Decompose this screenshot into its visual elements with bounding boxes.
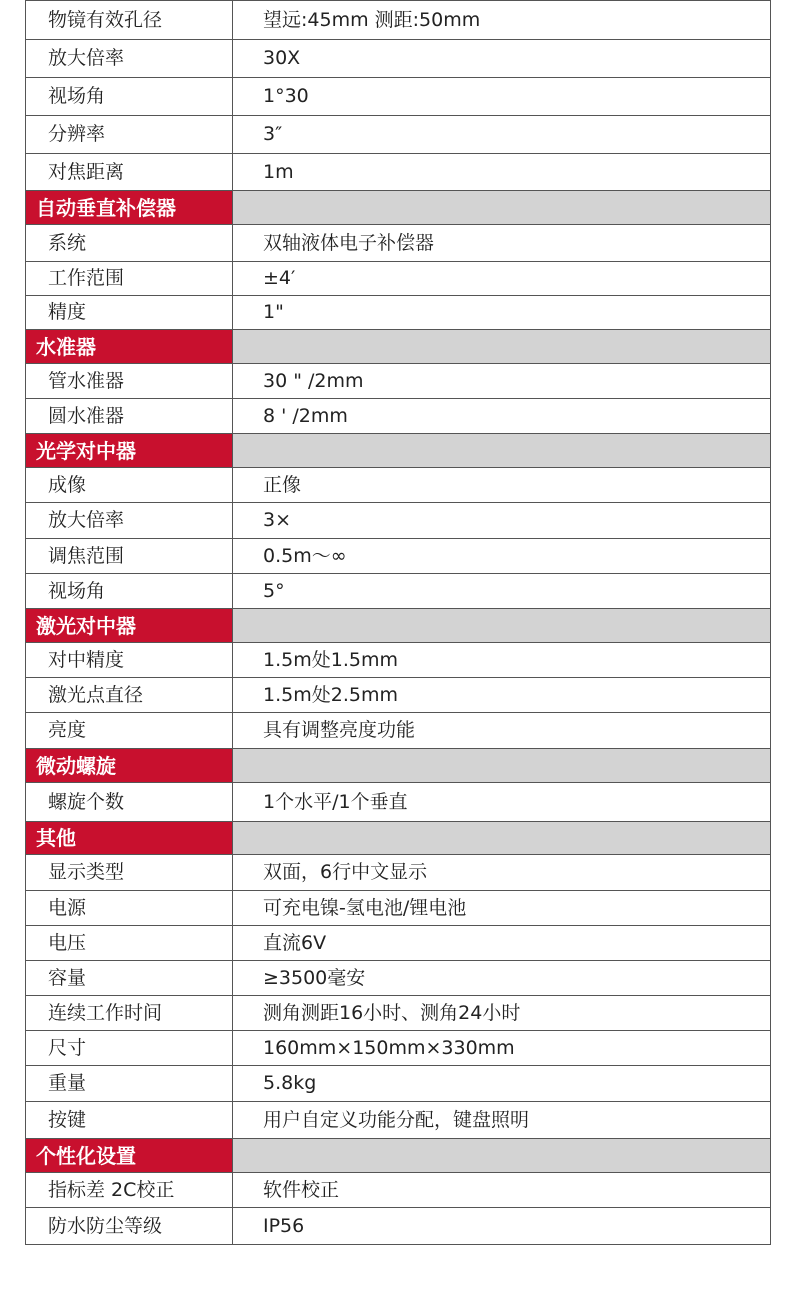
spec-row [26, 364, 771, 399]
section-title: 微动螺旋 [26, 749, 233, 783]
spec-label: 防水防尘等级 [26, 1208, 233, 1245]
spec-row [26, 1173, 771, 1208]
spec-label: 视场角 [26, 574, 233, 609]
spec-label: 对焦距离 [26, 154, 233, 191]
spec-row [26, 713, 771, 749]
section-fill [233, 749, 771, 783]
spec-row [26, 262, 771, 296]
spec-row [26, 154, 771, 191]
section-fill [233, 191, 771, 225]
spec-row [26, 225, 771, 262]
spec-row [26, 574, 771, 609]
spec-label: 对中精度 [26, 643, 233, 678]
spec-value: 3″ [233, 116, 771, 154]
spec-value: 望远:45mm 测距:50mm [233, 1, 771, 40]
section-header-row [26, 609, 771, 643]
section-title: 激光对中器 [26, 609, 233, 643]
spec-label: 圆水准器 [26, 399, 233, 434]
spec-value: 1.5m处2.5mm [233, 678, 771, 713]
spec-label: 容量 [26, 961, 233, 996]
section-fill [233, 330, 771, 364]
spec-label: 工作范围 [26, 262, 233, 296]
section-title: 光学对中器 [26, 434, 233, 468]
spec-label: 尺寸 [26, 1031, 233, 1066]
spec-label: 精度 [26, 296, 233, 330]
spec-value: 1个水平/1个垂直 [233, 783, 771, 822]
spec-value: 3× [233, 503, 771, 539]
spec-row [26, 468, 771, 503]
spec-label: 调焦范围 [26, 539, 233, 574]
spec-value: 30X [233, 40, 771, 78]
spec-label: 视场角 [26, 78, 233, 116]
spec-label: 连续工作时间 [26, 996, 233, 1031]
section-title: 水准器 [26, 330, 233, 364]
spec-label: 指标差 2C校正 [26, 1173, 233, 1208]
spec-value: 1°30 [233, 78, 771, 116]
spec-label: 放大倍率 [26, 503, 233, 539]
spec-row [26, 296, 771, 330]
spec-label: 激光点直径 [26, 678, 233, 713]
spec-value: 0.5m～∞ [233, 539, 771, 574]
spec-value: 30 " /2mm [233, 364, 771, 399]
spec-value: 5° [233, 574, 771, 609]
section-fill [233, 434, 771, 468]
spec-label: 按键 [26, 1102, 233, 1139]
spec-table [25, 0, 771, 1245]
spec-row [26, 40, 771, 78]
spec-value: 160mm×150mm×330mm [233, 1031, 771, 1066]
spec-label: 系统 [26, 225, 233, 262]
spec-value: IP56 [233, 1208, 771, 1245]
spec-label: 亮度 [26, 713, 233, 749]
spec-value: 软件校正 [233, 1173, 771, 1208]
spec-row [26, 678, 771, 713]
spec-value: 1m [233, 154, 771, 191]
spec-row [26, 399, 771, 434]
spec-row [26, 783, 771, 822]
section-fill [233, 1139, 771, 1173]
spec-value: 具有调整亮度功能 [233, 713, 771, 749]
spec-row [26, 1208, 771, 1245]
spec-row [26, 1, 771, 40]
spec-label: 管水准器 [26, 364, 233, 399]
spec-table-body [26, 1, 771, 1245]
spec-label: 分辨率 [26, 116, 233, 154]
spec-row [26, 1102, 771, 1139]
spec-row [26, 855, 771, 891]
spec-label: 电压 [26, 926, 233, 961]
spec-row [26, 1066, 771, 1102]
spec-value: 直流6V [233, 926, 771, 961]
spec-value: 可充电镍-氢电池/锂电池 [233, 891, 771, 926]
section-title: 个性化设置 [26, 1139, 233, 1173]
spec-value: 1" [233, 296, 771, 330]
section-header-row [26, 1139, 771, 1173]
spec-row [26, 1031, 771, 1066]
spec-label: 电源 [26, 891, 233, 926]
section-header-row [26, 434, 771, 468]
spec-value: 正像 [233, 468, 771, 503]
spec-value: 双轴液体电子补偿器 [233, 225, 771, 262]
spec-label: 成像 [26, 468, 233, 503]
section-header-row [26, 330, 771, 364]
spec-row [26, 539, 771, 574]
spec-value: 用户自定义功能分配，键盘照明 [233, 1102, 771, 1139]
spec-row [26, 643, 771, 678]
spec-value: 5.8kg [233, 1066, 771, 1102]
spec-label: 重量 [26, 1066, 233, 1102]
section-title: 其他 [26, 822, 233, 855]
spec-value: 测角测距16小时、测角24小时 [233, 996, 771, 1031]
spec-row [26, 503, 771, 539]
spec-value: ≥3500毫安 [233, 961, 771, 996]
spec-label: 物镜有效孔径 [26, 1, 233, 40]
spec-label: 螺旋个数 [26, 783, 233, 822]
spec-row [26, 926, 771, 961]
spec-label: 显示类型 [26, 855, 233, 891]
spec-row [26, 961, 771, 996]
spec-row [26, 996, 771, 1031]
section-header-row [26, 191, 771, 225]
spec-value: ±4′ [233, 262, 771, 296]
section-title: 自动垂直补偿器 [26, 191, 233, 225]
section-header-row [26, 822, 771, 855]
spec-label: 放大倍率 [26, 40, 233, 78]
spec-row [26, 78, 771, 116]
spec-row [26, 116, 771, 154]
section-header-row [26, 749, 771, 783]
spec-value: 1.5m处1.5mm [233, 643, 771, 678]
section-fill [233, 609, 771, 643]
spec-value: 双面，6行中文显示 [233, 855, 771, 891]
spec-row [26, 891, 771, 926]
spec-value: 8 ' /2mm [233, 399, 771, 434]
section-fill [233, 822, 771, 855]
